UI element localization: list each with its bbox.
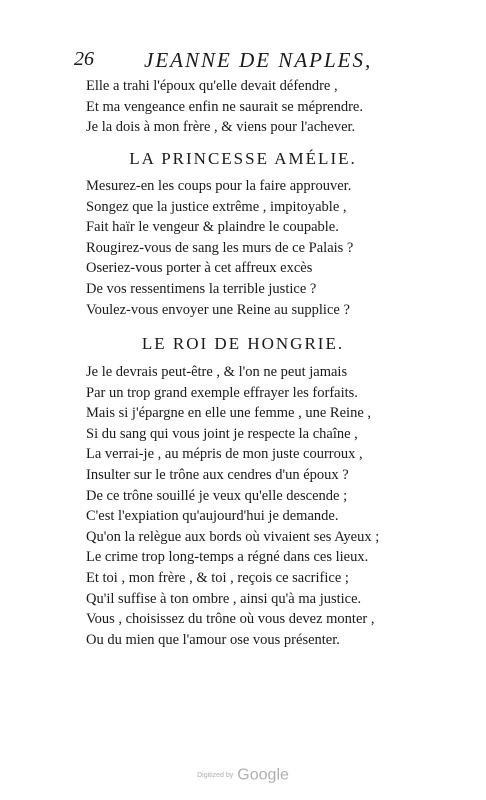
speaker-heading-amelie: LA PRINCESSE AMÉLIE. (129, 149, 357, 168)
verse-line: Songez que la justice extrême , impitoyable , (86, 198, 347, 215)
speaker-heading-roi: LE ROI DE HONGRIE. (141, 334, 345, 353)
verse-line: Par un trop grand exemple effrayer les forfaits. (86, 384, 358, 401)
verse-block-2 (86, 176, 353, 320)
running-head: JEANNE DE NAPLES, (144, 48, 373, 72)
verse-line: Je le devrais peut-être , & l'on ne peut jamais (86, 364, 348, 380)
verse-block-3 (86, 362, 379, 650)
verse-line: Mesurez-en les coups pour la faire approuver. (86, 178, 352, 194)
verse-line: De ce trône souillé je veux qu'elle descende ; (86, 487, 348, 504)
google-logo: Google (237, 766, 289, 784)
digitized-watermark (0, 766, 486, 784)
verse-line: Oseriez-vous porter à cet affreux excès (86, 260, 313, 277)
verse-line: Voulez-vous envoyer une Reine au supplice ? (86, 301, 350, 318)
verse-line: La verrai-je , au mépris de mon juste courroux , (86, 446, 363, 463)
verse-line: Qu'il suffise à ton ombre , ainsi qu'à ma justice. (86, 590, 362, 607)
verse-line: Et toi , mon frère , & toi , reçois ce sacrifice ; (86, 569, 349, 586)
watermark-prefix: Digitized by (197, 771, 234, 779)
page-header (74, 48, 414, 74)
verse-line: Fait haïr le vengeur & plaindre le coupable. (86, 219, 339, 236)
verse-line: Le crime trop long-temps a régné dans ces lieux. (86, 549, 369, 566)
verse-line: Elle a trahi l'époux qu'elle devait défendre , (86, 78, 338, 94)
verse-line: Je la dois à mon frère , & viens pour l'achever. (86, 119, 356, 136)
verse-line: Vous , choisissez du trône où vous devez monter , (86, 611, 375, 628)
verse-line: Mais si j'épargne en elle une femme , une Reine , (86, 405, 372, 422)
verse-line: C'est l'expiation qu'aujourd'hui je demande. (86, 508, 339, 525)
verse-block-1 (86, 76, 363, 138)
verse-line: Et ma vengeance enfin ne saurait se méprendre. (86, 98, 363, 115)
verse-line: De vos ressentimens la terrible justice ? (86, 280, 317, 297)
verse-line: Insulter sur le trône aux cendres d'un époux ? (86, 466, 349, 483)
verse-line: Ou du mien que l'amour ose vous présenter. (86, 631, 340, 648)
verse-line: Qu'on la relègue aux bords où vivaient ses Ayeux ; (86, 528, 380, 545)
verse-line: Rougirez-vous de sang les murs de ce Palais ? (86, 239, 354, 256)
page-number: 26 (74, 48, 94, 70)
verse-line: Si du sang qui vous joint je respecte la chaîne , (86, 425, 358, 442)
